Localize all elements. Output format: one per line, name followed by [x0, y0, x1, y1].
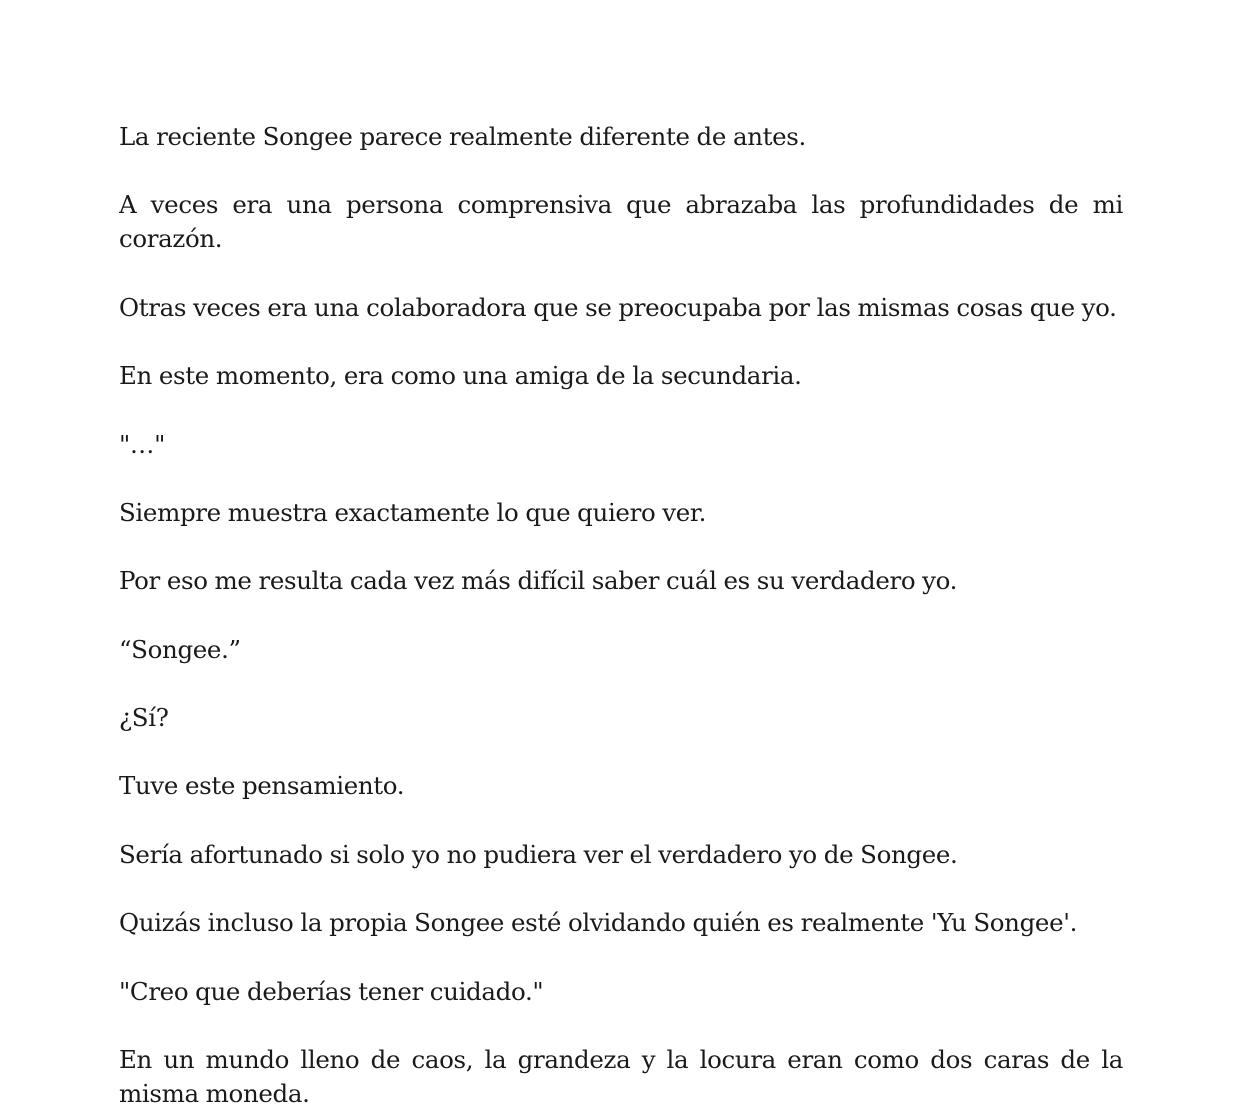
paragraph-6: Siempre muestra exactamente lo que quiero ver.: [119, 498, 707, 527]
paragraph-1: La reciente Songee parece realmente diferente de antes.: [119, 122, 806, 151]
paragraph-14: En un mundo lleno de caos, la grandeza y la locura eran como dos caras de la misma moneda.: [119, 1045, 1123, 1108]
document-page: [119, 0, 1123, 1118]
paragraph-12: Quizás incluso la propia Songee esté olvidando quién es realmente 'Yu Songee'.: [119, 908, 1078, 937]
paragraph-4: En este momento, era como una amiga de la secundaria.: [119, 361, 802, 390]
paragraph-9: ¿Sí?: [119, 703, 169, 732]
paragraph-7: Por eso me resulta cada vez más difícil saber cuál es su verdadero yo.: [119, 566, 958, 595]
paragraph-8: “Songee.”: [119, 635, 241, 664]
paragraph-10: Tuve este pensamiento.: [119, 771, 405, 800]
paragraph-3: Otras veces era una colaboradora que se preocupaba por las mismas cosas que yo.: [119, 293, 1117, 322]
paragraph-2: A veces era una persona comprensiva que abrazaba las profundidades de mi corazón.: [119, 190, 1123, 253]
paragraph-11: Sería afortunado si solo yo no pudiera ver el verdadero yo de Songee.: [119, 840, 958, 869]
paragraph-5: "…": [119, 430, 165, 459]
paragraph-13: "Creo que deberías tener cuidado.": [119, 977, 544, 1006]
